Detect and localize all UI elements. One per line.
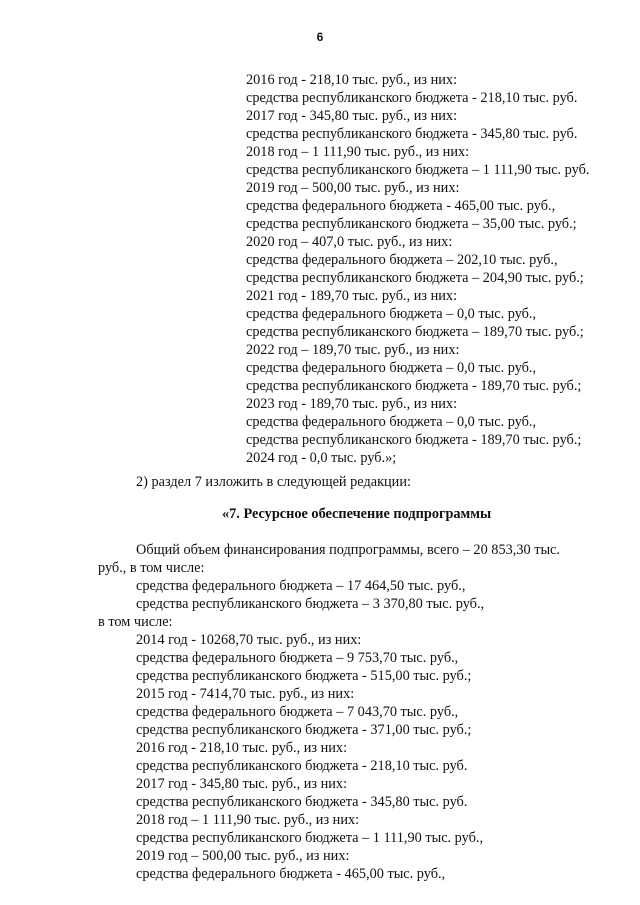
text-line: 2017 год - 345,80 тыс. руб., из них: <box>246 108 458 124</box>
amendment-item-2: 2) раздел 7 изложить в следующей редакции: <box>136 474 411 490</box>
text-line: 2018 год – 1 111,90 тыс. руб., из них: <box>246 144 470 160</box>
text-line: средства федерального бюджета – 9 753,70 тыс. руб., <box>136 650 459 666</box>
text-line: средства республиканского бюджета – 1 111,90 тыс. руб. <box>246 162 590 178</box>
text-line: средства республиканского бюджета - 218,10 тыс. руб. <box>246 90 578 106</box>
intro-line-1: Общий объем финансирования подпрограммы, всего – 20 853,30 тыс. <box>136 542 560 558</box>
total-republic: средства республиканского бюджета – 3 370,80 тыс. руб., <box>136 596 485 612</box>
text-line: 2016 год - 218,10 тыс. руб., из них: <box>246 72 458 88</box>
in-that-number: в том числе: <box>98 614 173 630</box>
page-number: 6 <box>316 30 324 44</box>
text-line: 2018 год – 1 111,90 тыс. руб., из них: <box>136 812 360 828</box>
text-line: 2022 год – 189,70 тыс. руб., из них: <box>246 342 460 358</box>
text-line: 2024 год - 0,0 тыс. руб.»; <box>246 450 397 466</box>
text-line: средства республиканского бюджета – 189,70 тыс. руб.; <box>246 324 584 340</box>
text-line: средства федерального бюджета - 465,00 тыс. руб., <box>136 866 446 882</box>
text-line: 2019 год – 500,00 тыс. руб., из них: <box>136 848 350 864</box>
text-line: средства республиканского бюджета - 345,80 тыс. руб. <box>136 794 468 810</box>
text-line: 2023 год - 189,70 тыс. руб., из них: <box>246 396 458 412</box>
intro-line-2: руб., в том числе: <box>98 560 205 576</box>
total-federal: средства федерального бюджета – 17 464,50 тыс. руб., <box>136 578 466 594</box>
text-line: средства федерального бюджета – 0,0 тыс. руб., <box>246 414 537 430</box>
text-line: средства республиканского бюджета - 515,00 тыс. руб.; <box>136 668 472 684</box>
section-heading: «7. Ресурсное обеспечение подпрограммы <box>222 506 492 522</box>
text-line: средства республиканского бюджета - 189,70 тыс. руб.; <box>246 432 582 448</box>
text-line: 2017 год - 345,80 тыс. руб., из них: <box>136 776 348 792</box>
text-line: 2016 год - 218,10 тыс. руб., из них: <box>136 740 348 756</box>
text-line: 2014 год - 10268,70 тыс. руб., из них: <box>136 632 362 648</box>
text-line: средства федерального бюджета – 202,10 тыс. руб., <box>246 252 558 268</box>
text-line: средства федерального бюджета – 7 043,70 тыс. руб., <box>136 704 459 720</box>
text-line: средства республиканского бюджета - 371,00 тыс. руб.; <box>136 722 472 738</box>
text-line: 2020 год – 407,0 тыс. руб., из них: <box>246 234 453 250</box>
text-line: средства республиканского бюджета – 204,90 тыс. руб.; <box>246 270 584 286</box>
text-line: средства федерального бюджета – 0,0 тыс. руб., <box>246 306 537 322</box>
text-line: 2021 год - 189,70 тыс. руб., из них: <box>246 288 458 304</box>
text-line: средства федерального бюджета - 465,00 тыс. руб., <box>246 198 556 214</box>
text-line: средства республиканского бюджета - 218,10 тыс. руб. <box>136 758 468 774</box>
text-line: 2019 год – 500,00 тыс. руб., из них: <box>246 180 460 196</box>
text-line: средства федерального бюджета – 0,0 тыс. руб., <box>246 360 537 376</box>
text-line: средства республиканского бюджета - 189,70 тыс. руб.; <box>246 378 582 394</box>
text-line: средства республиканского бюджета – 35,00 тыс. руб.; <box>246 216 577 232</box>
text-line: средства республиканского бюджета – 1 111,90 тыс. руб., <box>136 830 484 846</box>
text-line: 2015 год - 7414,70 тыс. руб., из них: <box>136 686 355 702</box>
text-line: средства республиканского бюджета - 345,80 тыс. руб. <box>246 126 578 142</box>
